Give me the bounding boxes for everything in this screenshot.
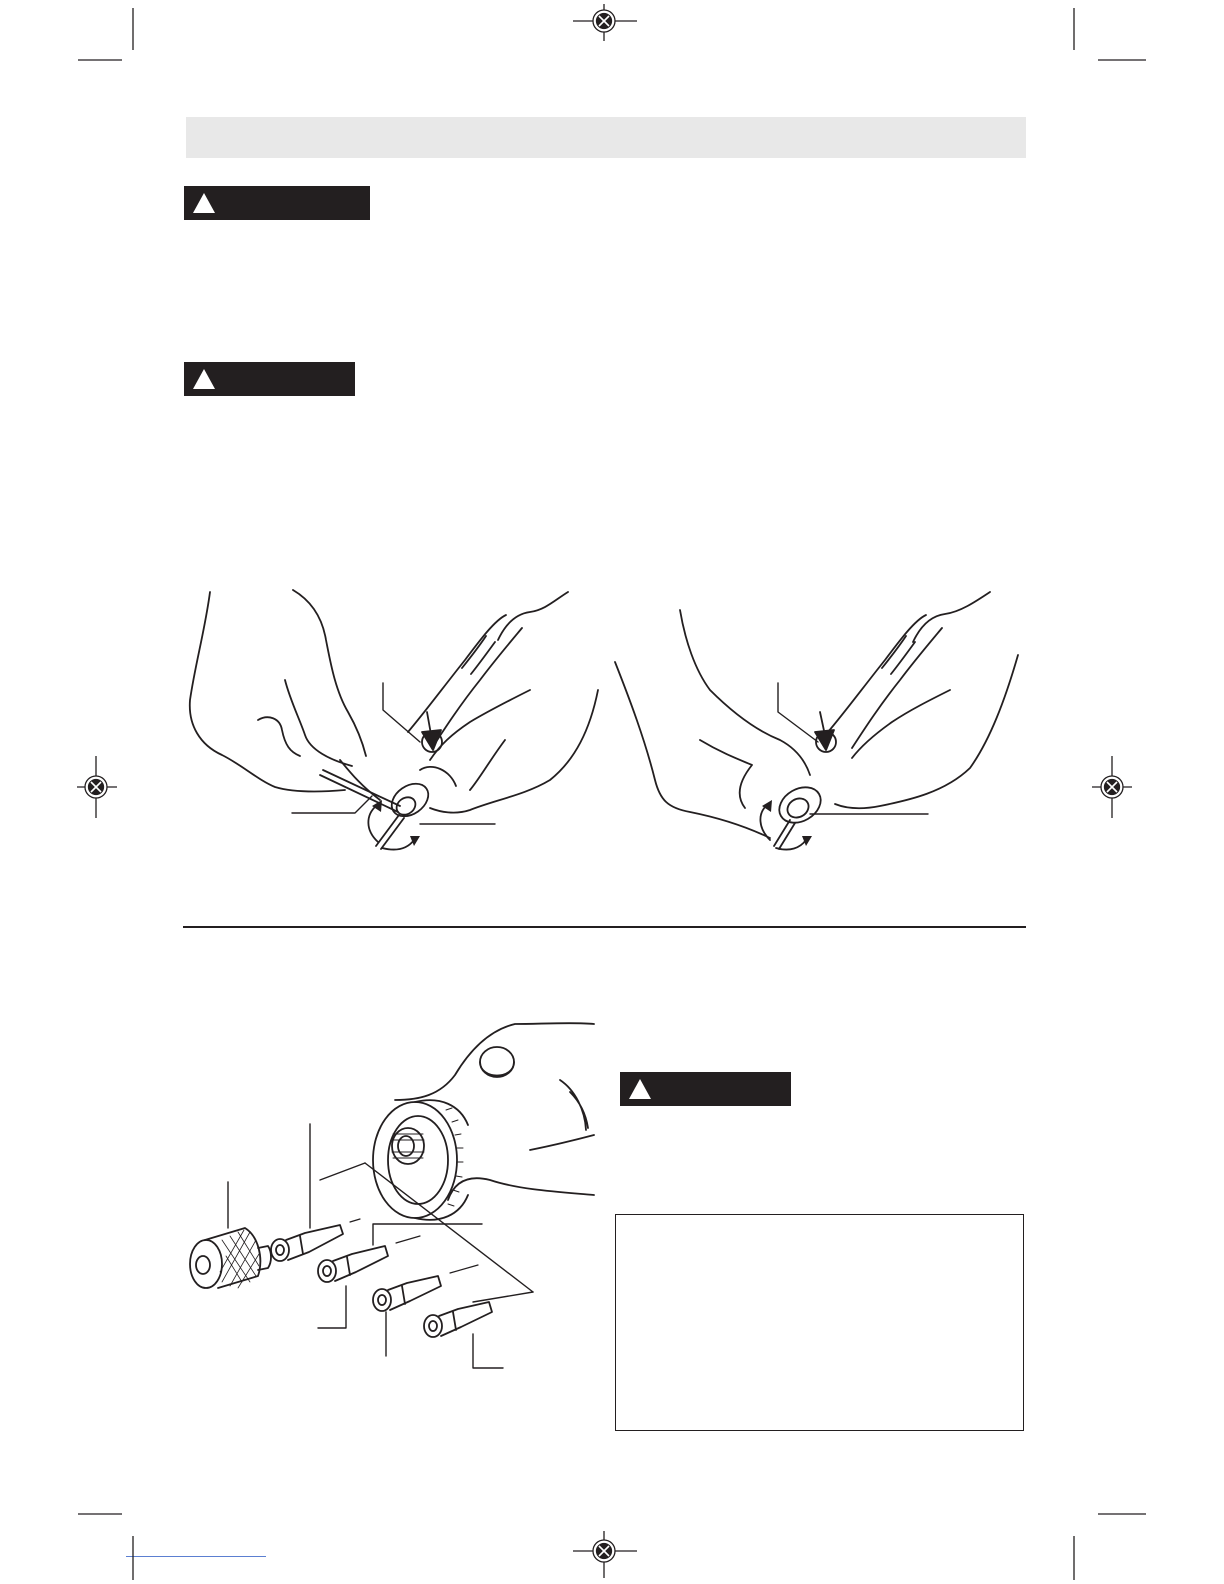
figure-hands-finger-tighten: [615, 592, 1018, 850]
registration-mark-left: [77, 756, 117, 818]
collet-4: [424, 1302, 503, 1368]
registration-mark-right: [1092, 756, 1132, 818]
collet-1: [271, 1124, 360, 1261]
collet-3: [373, 1265, 478, 1356]
registration-mark-bottom: [573, 1531, 637, 1578]
figure-collet-system: [190, 1023, 594, 1368]
figure-hands-wrench: [190, 590, 598, 850]
collet-2: [318, 1224, 482, 1328]
collet-nut: [190, 1182, 271, 1288]
crop-marks: [78, 8, 1146, 1580]
registration-mark-top: [573, 4, 637, 41]
